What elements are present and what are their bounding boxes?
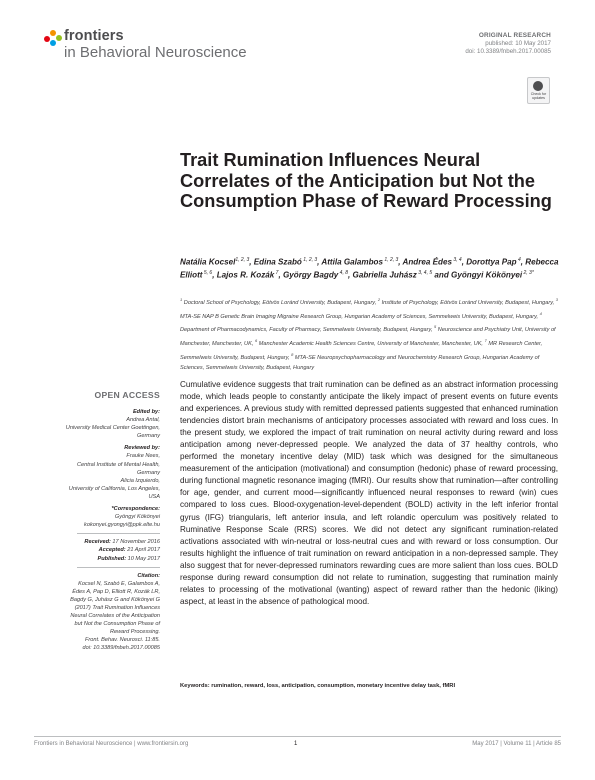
brand-name: frontiers <box>64 28 124 44</box>
check-for-updates-button[interactable] <box>527 77 550 104</box>
sidebar-line: Germany <box>136 433 160 440</box>
sidebar-line: Front. Behav. Neurosci. 11:85. <box>84 637 160 644</box>
affiliations: $^1$ Doctoral School of Psychology, Eötvös Loránd University, Budapest, Hungary, $^2$ Institute of Psychology, Eötvös Loránd University, Budapest, Hungary, $^3$ MTA-SE NAP B Genetic Brain Imaging Migraine Research Group, Hungarian Academy of Sciences, Semmelweis University, Budapest, Hungary, $^4$ Department of Pharmacodynamics, Faculty of Pharmacy, Semmelweis University, Budapest, Hungary, $^5$ Neuroscience and Psychiatry Unit, University of Manchester, Manchester, UK, $^6$ Manchester Academic Health Sciences Centre, University of Manchester, Manchester, UK, $^7$ MR Research Center, Semmelweis University, Budapest, Hungary, $^8$ MTA-SE Neuropsychopharmacology and Neurochemistry Research Group, Hungarian Academy of Sciences, Semmelweis University, Budapest, Hungary <box>180 297 558 372</box>
sidebar-line: but Not the Consumption Phase of <box>74 621 160 628</box>
edited-by-heading: Edited by: <box>132 409 160 415</box>
divider <box>77 533 160 534</box>
accepted-line: Accepted: 21 April 2017 <box>98 547 160 554</box>
article-header <box>351 32 551 56</box>
badge-label-1: Check for <box>530 92 547 96</box>
published-date: published: 10 May 2017 <box>485 40 551 47</box>
sidebar-line: Kocsel N, Szabó E, Galambos A, <box>78 580 160 587</box>
sidebar-line: kokonyei.gyongyi@ppk.elte.hu <box>84 522 160 529</box>
footer-divider <box>34 736 561 737</box>
sidebar-line: Frauke Nees, <box>126 453 160 460</box>
reviewed-by-list <box>35 452 160 501</box>
sidebar-line: Alicia Izquierdo, <box>120 477 160 484</box>
published-line: Published: 10 May 2017 <box>97 555 160 562</box>
article-title: Trait Rumination Influences Neural Correlates of the Anticipation but Not the Consumption Phase of Reward Processing <box>180 150 552 211</box>
keywords: Keywords: rumination, reward, loss, anticipation, consumption, monetary incentive delay task, fMRI <box>180 683 456 689</box>
sidebar-line: Édes A, Pap D, Elliott R, Kozák LR, <box>72 588 160 595</box>
sidebar-line: Germany <box>136 469 160 476</box>
sidebar-line: USA <box>148 493 160 500</box>
received-line: Received: 17 November 2016 <box>84 539 160 546</box>
sidebar-line: Neural Correlates of the Anticipation <box>70 613 160 620</box>
sidebar-line: Andrea Antal, <box>126 417 160 424</box>
sidebar-line: Reward Processing. <box>109 629 160 636</box>
sidebar-line: University of California, Los Angeles, <box>68 485 160 492</box>
correspondence-heading: *Correspondence: <box>111 506 160 513</box>
doi[interactable]: doi: 10.3389/fnbeh.2017.00085 <box>465 48 551 55</box>
journal-name: in Behavioral Neuroscience <box>64 44 247 61</box>
badge-label-2: updates <box>532 96 545 100</box>
edited-by-list <box>35 416 160 440</box>
sidebar-line: doi: 10.3389/fnbeh.2017.00085 <box>82 645 160 652</box>
journal-logo[interactable] <box>44 28 247 70</box>
footer-issue: May 2017 | Volume 11 | Article 85 <box>472 741 561 747</box>
sidebar-line: University Medical Center Goettingen, <box>65 425 160 432</box>
divider <box>77 567 160 568</box>
article-type: ORIGINAL RESEARCH <box>478 32 551 39</box>
sidebar-line: (2017) Trait Rumination Influences <box>74 604 160 611</box>
citation-list <box>35 580 160 653</box>
sidebar-line: Bagdy G, Juhász G and Kökönyei G <box>70 596 160 603</box>
sidebar-line: Gyöngyi Kökönyei <box>114 514 160 521</box>
author-list: Natália Kocsel$^{1, 2, 3}$, Edina Szabó $^{1, 2, 3}$, Attila Galambos $^{1, 2, 3}$, Andrea Édes $^{3, 4}$, Dorottya Pap $^4$, Rebecca Elliott $^{5, 6}$, Lajos R. Kozák $^7$, György Bagdy $^{4, 8}$, Gabriella Juhász $^{3, 4, 5}$ and Gyöngyi Kökönyei $^{2, 3*}$ <box>180 257 559 280</box>
citation-heading: Citation: <box>137 572 160 579</box>
sidebar-info <box>35 408 160 653</box>
footer-journal[interactable]: Frontiers in Behavioral Neuroscience | www.frontiersin.org <box>34 741 189 747</box>
reviewed-by-heading: Reviewed by: <box>124 445 160 452</box>
sidebar-line: Central Institute of Mental Health, <box>76 461 160 468</box>
update-check-icon <box>533 81 543 91</box>
correspondence-list[interactable] <box>35 513 160 529</box>
page-number: 1 <box>294 741 298 747</box>
frontiers-logo-icon <box>44 30 62 48</box>
abstract: Cumulative evidence suggests that trait rumination can be defined as an abstract information processing mode, which leads people to constantly anticipate the likely impact of present events on future events and experiences. A previous study with remitted depressed patients suggested that enhanced rumination tendencies distort brain mechanisms of anticipatory processes associated with reward and loss cues. In the present study, we explored the impact of trait rumination on neural activity during reward and loss anticipation among never-depressed people. We analyzed the data of 37 healthy controls, who performed the monetary incentive delay (MID) task which was designed for the simultaneous measurement of the anticipation (motivational) and consumption (hedonic) phase of reward processing, during functional magnetic resonance imaging (fMRI). Our results show that rumination—after controlling for age, gender, and current mood—significantly influenced neural responses to reward (win) cues compared to loss cues. Blood-oxygenation-level-dependent (BOLD) activity in the left inferior frontal gyrus (IFG) triangularis, left anterior insula, and left rolandic operculum was positively related to Ruminative Response Scale (RRS) scores. We did not detect any significant rumination-related activations associated with win-neutral or loss-neutral cues and with reward or loss consumption. Our results highlight the influence of trait rumination on reward anticipation in a non-depressed sample. They also suggest that for never-depressed ruminators rewarding cues are more salient than loss cues. BOLD response during reward consumption did not relate to rumination, suggesting that rumination mainly relates to processing of the motivational (wanting) aspect of reward rather than the hedonic (liking) aspect, at least in the absence of pathological mood. <box>180 380 558 606</box>
open-access-label: OPEN ACCESS <box>94 390 160 400</box>
